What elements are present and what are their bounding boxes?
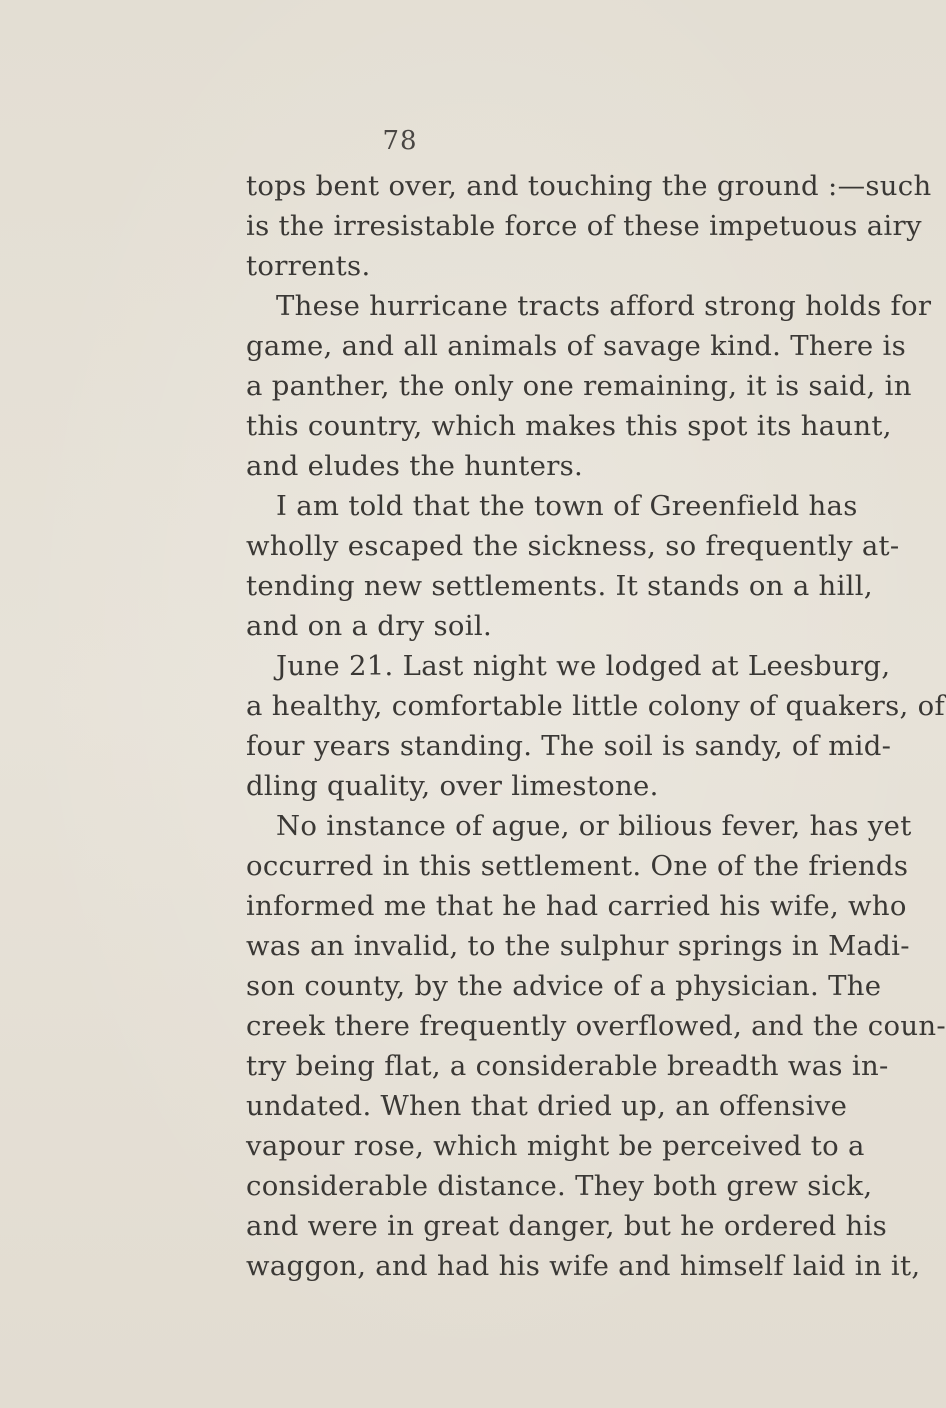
text-line: considerable distance. They both grew sick,	[246, 1170, 873, 1202]
text-line: These hurricane tracts afford strong holds for	[276, 290, 932, 322]
text-line: wholly escaped the sickness, so frequently at-	[246, 530, 900, 562]
text-line: four years standing. The soil is sandy, of mid-	[246, 730, 892, 762]
text-line: dling quality, over limestone.	[246, 770, 659, 802]
text-line: try being flat, a considerable breadth was in-	[246, 1050, 889, 1082]
text-line: a panther, the only one remaining, it is said, in	[246, 370, 912, 402]
text-line: is the irresistable force of these impetuous airy	[246, 210, 922, 242]
text-line: and were in great danger, but he ordered his	[246, 1210, 888, 1242]
text-line: vapour rose, which might be perceived to a	[246, 1130, 865, 1162]
text-line: tops bent over, and touching the ground :—such	[246, 170, 932, 202]
page-number: 78	[382, 126, 418, 156]
text-line: creek there frequently overflowed, and the coun-	[246, 1010, 946, 1042]
text-line: and eludes the hunters.	[246, 450, 584, 482]
text-line: and on a dry soil.	[246, 610, 493, 642]
text-line: I am told that the town of Greenfield has	[276, 490, 858, 522]
text-line: occurred in this settlement. One of the friends	[246, 850, 909, 882]
text-line: this country, which makes this spot its haunt,	[246, 410, 892, 442]
text-line: a healthy, comfortable little colony of quakers, of	[246, 690, 945, 722]
text-line: son county, by the advice of a physician. The	[246, 970, 882, 1002]
text-line: was an invalid, to the sulphur springs in Madi-	[246, 930, 910, 962]
text-line: No instance of ague, or bilious fever, has yet	[276, 810, 912, 842]
text-line: undated. When that dried up, an offensive	[246, 1090, 848, 1122]
text-line: informed me that he had carried his wife, who	[246, 890, 907, 922]
text-line: torrents.	[246, 250, 371, 282]
text-line: game, and all animals of savage kind. There is	[246, 330, 907, 362]
text-line: waggon, and had his wife and himself laid in it,	[246, 1250, 921, 1282]
text-line: June 21. Last night we lodged at Leesburg,	[276, 650, 891, 682]
text-line: tending new settlements. It stands on a hill,	[246, 570, 873, 602]
